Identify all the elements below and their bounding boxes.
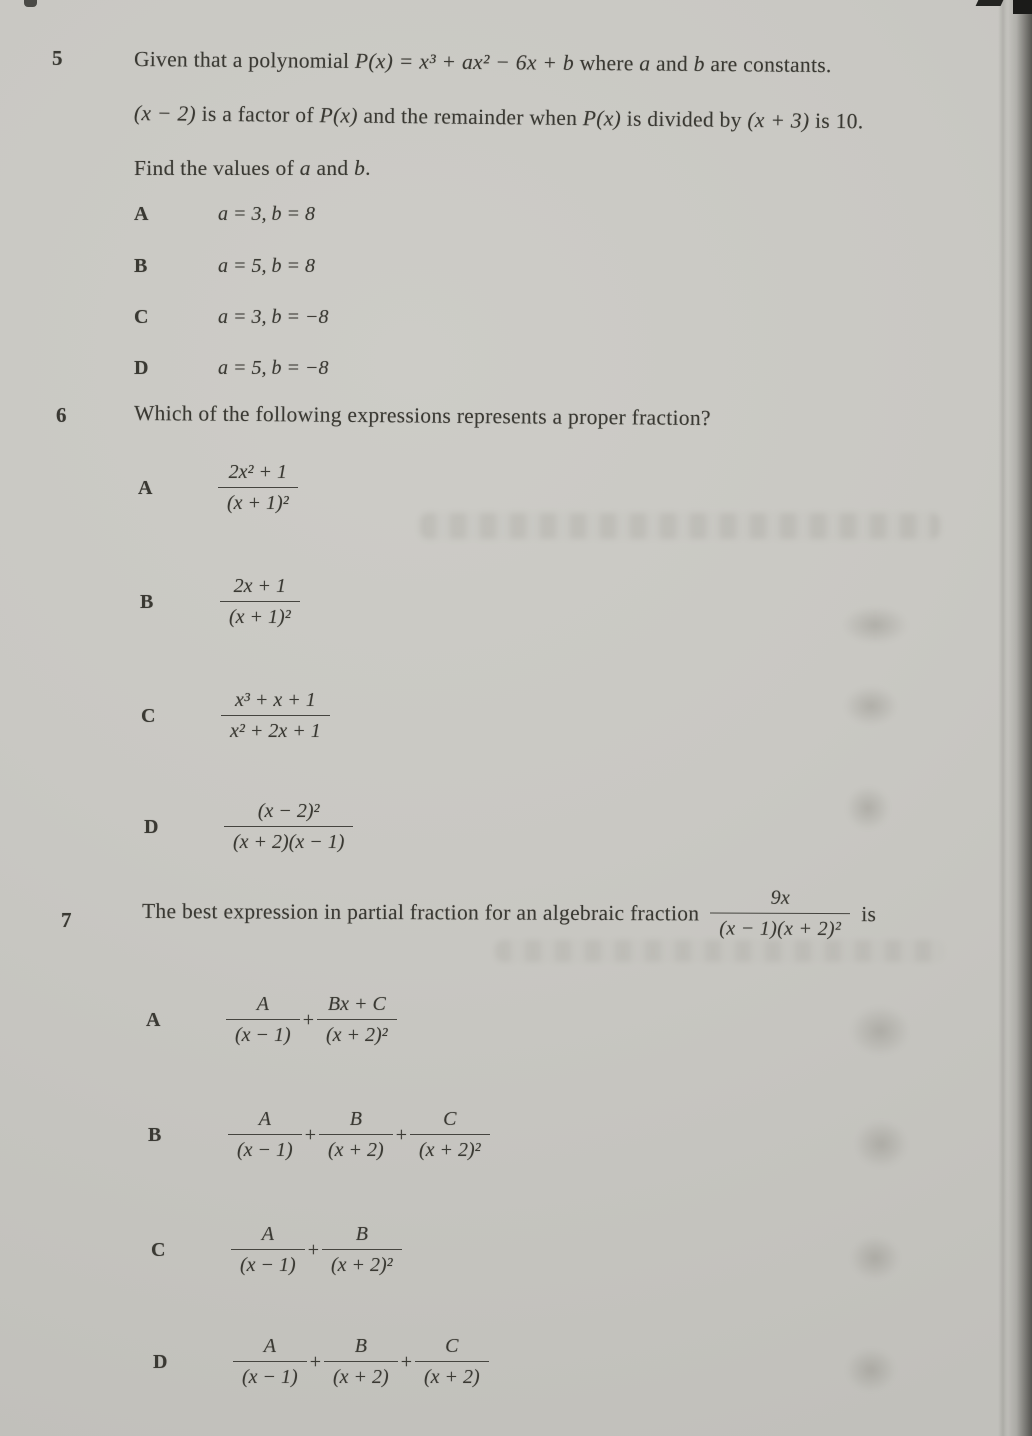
- math-expression: P(x): [582, 106, 622, 131]
- question-5-option-c: [134, 306, 329, 329]
- scan-corner-mark: [976, 0, 1004, 6]
- question-6-number: 6: [56, 403, 67, 427]
- fraction: [410, 1106, 490, 1164]
- fraction-denominator: (x + 2)²: [317, 1019, 397, 1049]
- question-6-option-c: [141, 676, 330, 756]
- option-label: B: [134, 255, 148, 277]
- fraction-denominator: (x − 1)(x + 2)²: [710, 912, 850, 943]
- fraction-denominator: (x + 2): [415, 1361, 489, 1391]
- fraction-denominator: (x − 1): [231, 1249, 305, 1279]
- fraction-numerator: A: [261, 1223, 274, 1245]
- question-5-stem-line-3: [134, 156, 371, 181]
- option-value: a = 3, b = −8: [218, 306, 329, 328]
- question-5-stem-line-2: [134, 101, 864, 134]
- plus-sign: +: [309, 1350, 321, 1373]
- fraction-numerator: x³ + x + 1: [235, 689, 316, 711]
- option-value: a = 5, b = −8: [218, 357, 329, 379]
- option-label: A: [134, 203, 149, 225]
- bleed-through-mark: [844, 686, 898, 726]
- plus-sign: +: [307, 1238, 319, 1261]
- fraction: [220, 573, 300, 631]
- fraction: [224, 798, 353, 856]
- stem-text: is 10.: [809, 108, 864, 134]
- question-6-option-a: [138, 448, 298, 528]
- fraction: [319, 1106, 393, 1164]
- option-label: A: [138, 476, 153, 499]
- fraction: [221, 687, 330, 745]
- bleed-through-mark: [842, 606, 908, 644]
- option-value: a = 3, b = 8: [218, 203, 315, 225]
- math-expression: (x − 2): [133, 101, 197, 126]
- fraction: [415, 1333, 489, 1391]
- fraction-numerator: C: [443, 1108, 457, 1130]
- stem-text: The best expression in partial fraction for an algebraic fraction: [141, 898, 700, 925]
- stem-text: where: [573, 50, 640, 76]
- math-variable: a: [639, 51, 651, 76]
- question-7-stem: [142, 874, 877, 951]
- scan-corner-mark: [24, 0, 37, 7]
- plus-sign: +: [400, 1350, 412, 1373]
- question-5-stem-line-1: [134, 47, 832, 78]
- page-edge-shadow: [1006, 0, 1032, 1436]
- stem-text: and the remainder when: [357, 103, 584, 131]
- stem-text: Given that a polynomial: [133, 47, 356, 73]
- bleed-through-mark: [420, 513, 940, 539]
- stem-text: is: [861, 901, 877, 926]
- question-5-option-b: [134, 255, 315, 278]
- stem-text: .: [365, 156, 371, 180]
- bleed-through-mark: [850, 1006, 910, 1056]
- fraction-denominator: (x − 1): [226, 1019, 300, 1049]
- fraction-numerator: C: [445, 1335, 459, 1357]
- fraction: [324, 1333, 398, 1391]
- option-label: A: [146, 1008, 161, 1031]
- option-value: a = 5, b = 8: [218, 255, 315, 277]
- option-label: D: [134, 357, 149, 379]
- question-7-number: 7: [61, 908, 72, 932]
- fraction-numerator: 2x + 1: [233, 575, 287, 597]
- fraction-denominator: (x + 2)²: [322, 1249, 402, 1279]
- bleed-through-mark: [854, 1120, 908, 1168]
- fraction-denominator: (x + 2): [319, 1134, 393, 1164]
- option-label: C: [134, 306, 149, 328]
- fraction-denominator: (x − 1): [233, 1361, 307, 1391]
- fraction: [231, 1221, 305, 1279]
- question-5-option-a: [134, 203, 315, 226]
- fraction-denominator: (x + 2): [324, 1361, 398, 1391]
- fraction-numerator: A: [256, 993, 269, 1015]
- bleed-through-mark: [846, 1348, 896, 1392]
- fraction-denominator: (x − 1): [228, 1134, 302, 1164]
- math-variable: b: [693, 51, 705, 76]
- stem-text: Which of the following expressions represents a proper fraction?: [133, 401, 711, 431]
- option-label: D: [144, 815, 159, 838]
- fraction-denominator: (x + 2)²: [410, 1134, 490, 1164]
- option-label: B: [148, 1123, 162, 1146]
- option-label: B: [140, 590, 154, 613]
- stem-text: and: [310, 156, 355, 180]
- question-7-option-c: [151, 1210, 402, 1290]
- scan-corner-mark: [1013, 0, 1032, 14]
- question-6-option-b: [140, 562, 300, 642]
- option-label: D: [153, 1350, 168, 1373]
- fraction: [322, 1221, 402, 1279]
- fraction: [317, 991, 397, 1049]
- stem-text: is divided by: [620, 106, 748, 132]
- bleed-through-mark: [850, 1236, 900, 1280]
- fraction-numerator: B: [355, 1223, 368, 1245]
- fraction: [218, 459, 298, 517]
- fraction-numerator: 2x² + 1: [228, 461, 288, 483]
- fraction: [228, 1106, 302, 1164]
- question-7-option-d: [153, 1322, 489, 1402]
- question-7-option-a: [146, 980, 397, 1060]
- question-7-option-b: [148, 1095, 490, 1175]
- paper-crease: [998, 0, 1008, 1436]
- question-6-option-d: [144, 786, 353, 868]
- plus-sign: +: [395, 1123, 407, 1146]
- fraction-numerator: B: [349, 1108, 362, 1130]
- fraction: [710, 884, 850, 943]
- fraction-denominator: (x + 1)²: [220, 601, 300, 631]
- fraction-numerator: A: [263, 1335, 276, 1357]
- fraction: [226, 991, 300, 1049]
- fraction-numerator: A: [258, 1108, 271, 1130]
- stem-text: are constants.: [704, 51, 832, 78]
- fraction-numerator: 9x: [770, 886, 791, 909]
- math-variable: a: [299, 156, 311, 180]
- fraction-numerator: Bx + C: [327, 993, 386, 1015]
- stem-text: Find the values of: [134, 156, 300, 180]
- stem-text: is a factor of: [195, 101, 320, 128]
- question-6-stem: [134, 401, 711, 431]
- fraction-denominator: x² + 2x + 1: [221, 715, 330, 745]
- fraction-denominator: (x + 1)²: [218, 487, 298, 517]
- bleed-through-mark: [846, 786, 890, 830]
- fraction-numerator: (x − 2)²: [257, 800, 320, 822]
- fraction-denominator: (x + 2)(x − 1): [224, 826, 353, 856]
- question-5-number: 5: [52, 46, 63, 70]
- math-variable: b: [354, 156, 366, 180]
- math-expression: (x + 3): [747, 107, 810, 133]
- question-5-option-d: [134, 357, 329, 380]
- plus-sign: +: [304, 1123, 316, 1146]
- option-label: C: [141, 704, 156, 727]
- fraction: [233, 1333, 307, 1391]
- plus-sign: +: [302, 1008, 314, 1031]
- stem-text: and: [650, 51, 694, 76]
- fraction-numerator: B: [354, 1335, 367, 1357]
- option-label: C: [151, 1238, 166, 1261]
- math-expression: P(x) = x³ + ax² − 6x + b: [354, 48, 575, 75]
- math-expression: P(x): [319, 103, 358, 128]
